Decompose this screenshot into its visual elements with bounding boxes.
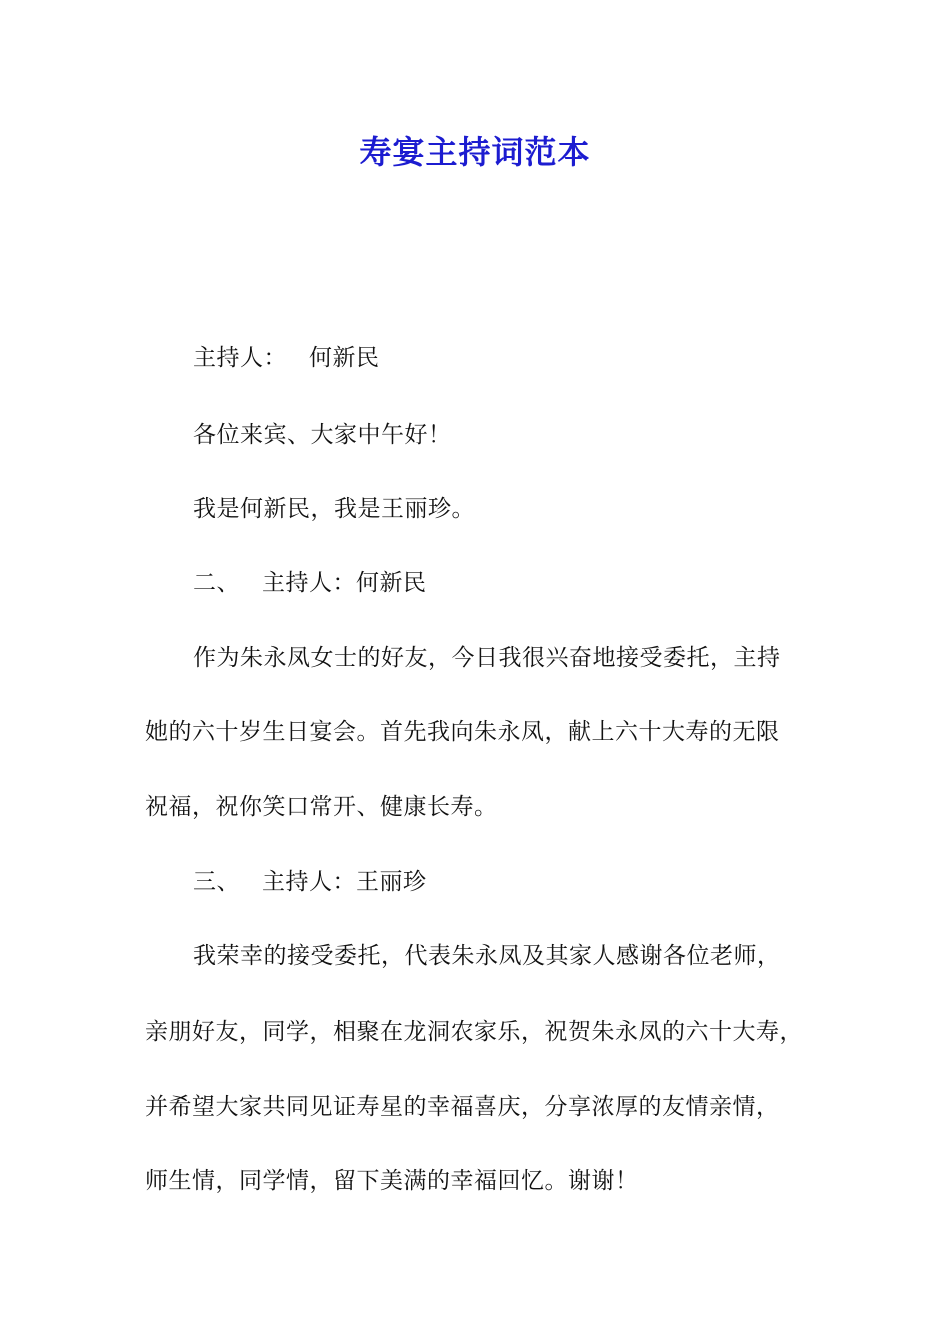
- paragraph-line: 师生情，同学情，留下美满的幸福回忆。谢谢！: [145, 1168, 639, 1194]
- section-two-heading: [193, 567, 427, 599]
- paragraph-line: 作为朱永凤女士的好友，今日我很兴奋地接受委托，主持: [193, 645, 781, 671]
- host-label: 主持人：: [193, 345, 287, 371]
- paragraph-line: 亲朋好友，同学，相聚在龙洞农家乐，祝贺朱永凤的六十大寿，: [145, 1019, 803, 1045]
- introduction-line: 我是何新民，我是王丽珍。: [193, 496, 475, 522]
- document-title: 寿宴主持词范本: [359, 133, 591, 171]
- section-host: 主持人：何新民: [262, 570, 427, 596]
- paragraph-line: 并希望大家共同见证寿星的幸福喜庆，分享浓厚的友情亲情，: [145, 1094, 780, 1120]
- section-number: 二、: [193, 570, 240, 596]
- section-three-heading: [193, 866, 427, 898]
- host-name: 何新民: [309, 345, 380, 371]
- paragraph-line: 我荣幸的接受委托，代表朱永凤及其家人感谢各位老师，: [193, 943, 781, 969]
- paragraph-line: 她的六十岁生日宴会。首先我向朱永凤，献上六十大寿的无限: [145, 719, 780, 745]
- paragraph-line: 祝福，祝你笑口常开、健康长寿。: [145, 794, 498, 820]
- section-number: 三、: [193, 869, 240, 895]
- host-line: [193, 342, 380, 374]
- section-host: 主持人：王丽珍: [262, 869, 427, 895]
- greeting-line: 各位来宾、大家中午好！: [193, 422, 452, 448]
